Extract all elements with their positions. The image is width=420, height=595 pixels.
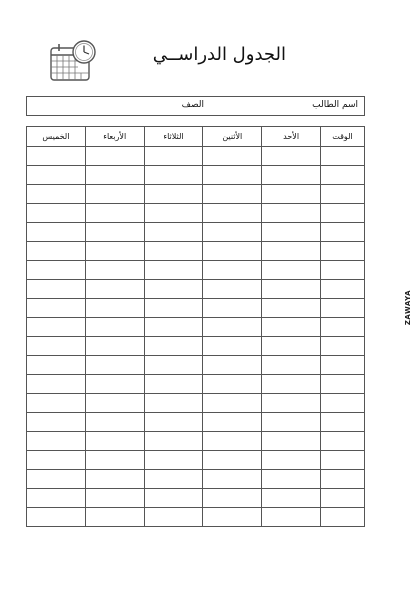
table-cell[interactable] [27,432,86,451]
table-cell[interactable] [203,470,262,489]
table-cell[interactable] [321,489,365,508]
table-row [27,280,365,299]
table-cell[interactable] [262,242,321,261]
table-cell[interactable] [144,185,203,204]
table-cell[interactable] [85,299,144,318]
table-row [27,413,365,432]
table-cell[interactable] [321,147,365,166]
table-cell[interactable] [321,413,365,432]
column-header-tuesday: الثلاثاء [144,127,203,147]
table-cell[interactable] [144,356,203,375]
table-cell[interactable] [321,451,365,470]
student-name-label: اسم الطالب [312,100,358,110]
table-cell[interactable] [321,394,365,413]
table-cell[interactable] [85,432,144,451]
table-cell[interactable] [27,470,86,489]
table-cell[interactable] [144,508,203,527]
table-cell[interactable] [85,394,144,413]
table-cell[interactable] [144,318,203,337]
table-cell[interactable] [144,337,203,356]
table-cell[interactable] [262,261,321,280]
table-row [27,451,365,470]
table-cell[interactable] [27,299,86,318]
table-cell[interactable] [85,204,144,223]
table-cell[interactable] [144,489,203,508]
table-cell[interactable] [262,204,321,223]
table-cell[interactable] [262,337,321,356]
table-cell[interactable] [27,223,86,242]
table-cell[interactable] [203,318,262,337]
table-cell[interactable] [27,261,86,280]
table-row [27,394,365,413]
table-cell[interactable] [27,375,86,394]
table-row [27,356,365,375]
table-row [27,204,365,223]
table-cell[interactable] [203,204,262,223]
table-cell[interactable] [203,489,262,508]
table-cell[interactable] [262,489,321,508]
table-cell[interactable] [144,375,203,394]
schedule-body [27,147,365,527]
table-cell[interactable] [85,261,144,280]
table-cell[interactable] [321,280,365,299]
table-cell[interactable] [203,242,262,261]
table-row [27,166,365,185]
column-header-sunday: الأحد [262,127,321,147]
table-cell[interactable] [144,451,203,470]
table-cell[interactable] [27,318,86,337]
table-cell[interactable] [262,299,321,318]
table-cell[interactable] [85,280,144,299]
table-cell[interactable] [203,299,262,318]
table-cell[interactable] [203,223,262,242]
table-cell[interactable] [203,166,262,185]
calendar-clock-icon [48,38,100,86]
table-cell[interactable] [321,508,365,527]
table-cell[interactable] [85,318,144,337]
table-cell[interactable] [262,166,321,185]
table-cell[interactable] [203,508,262,527]
class-label: الصف [181,100,204,110]
table-cell[interactable] [85,413,144,432]
table-cell[interactable] [144,394,203,413]
table-cell[interactable] [144,470,203,489]
table-cell[interactable] [262,470,321,489]
table-cell[interactable] [321,375,365,394]
table-cell[interactable] [27,166,86,185]
table-cell[interactable] [27,508,86,527]
table-cell[interactable] [262,356,321,375]
table-row [27,375,365,394]
table-cell[interactable] [321,166,365,185]
table-cell[interactable] [144,280,203,299]
table-header-row [27,127,365,147]
table-cell[interactable] [262,318,321,337]
table-cell[interactable] [321,299,365,318]
table-cell[interactable] [321,242,365,261]
table-cell[interactable] [321,261,365,280]
table-cell[interactable] [144,204,203,223]
table-cell[interactable] [85,242,144,261]
page-title: الجدول الدراســي [152,44,286,65]
column-header-wednesday: الأربعاء [85,127,144,147]
table-cell[interactable] [27,413,86,432]
table-cell[interactable] [27,185,86,204]
table-cell[interactable] [203,375,262,394]
table-cell[interactable] [262,147,321,166]
table-cell[interactable] [321,223,365,242]
table-row [27,261,365,280]
table-cell[interactable] [203,413,262,432]
table-cell[interactable] [27,489,86,508]
table-cell[interactable] [203,185,262,204]
table-cell[interactable] [27,280,86,299]
table-cell[interactable] [85,375,144,394]
table-row [27,185,365,204]
table-cell[interactable] [321,318,365,337]
table-cell[interactable] [144,223,203,242]
table-cell[interactable] [321,432,365,451]
table-cell[interactable] [144,299,203,318]
table-cell[interactable] [85,489,144,508]
table-cell[interactable] [262,432,321,451]
table-row [27,299,365,318]
table-cell[interactable] [203,147,262,166]
table-cell[interactable] [262,223,321,242]
table-cell[interactable] [321,337,365,356]
table-cell[interactable] [27,204,86,223]
table-row [27,470,365,489]
table-cell[interactable] [262,185,321,204]
table-cell[interactable] [27,337,86,356]
table-cell[interactable] [85,356,144,375]
table-cell[interactable] [144,147,203,166]
table-cell[interactable] [203,261,262,280]
table-row [27,242,365,261]
table-cell[interactable] [85,223,144,242]
table-cell[interactable] [203,356,262,375]
column-header-monday: الأثنين [203,127,262,147]
column-header-thursday: الخميس [27,127,86,147]
table-cell[interactable] [262,394,321,413]
table-row [27,223,365,242]
table-cell[interactable] [321,356,365,375]
table-cell[interactable] [85,451,144,470]
table-row [27,318,365,337]
table-cell[interactable] [27,394,86,413]
table-cell[interactable] [203,394,262,413]
table-row [27,432,365,451]
table-cell[interactable] [203,280,262,299]
table-cell[interactable] [85,166,144,185]
table-cell[interactable] [85,508,144,527]
table-cell[interactable] [144,166,203,185]
schedule-table [26,126,365,527]
table-cell[interactable] [27,242,86,261]
table-cell[interactable] [262,280,321,299]
table-cell[interactable] [262,413,321,432]
table-cell[interactable] [262,375,321,394]
table-cell[interactable] [27,356,86,375]
table-cell[interactable] [321,185,365,204]
table-cell[interactable] [203,451,262,470]
table-cell[interactable] [203,337,262,356]
table-row [27,508,365,527]
table-cell[interactable] [27,451,86,470]
table-row [27,337,365,356]
table-cell[interactable] [262,451,321,470]
table-cell[interactable] [321,204,365,223]
table-row [27,489,365,508]
table-cell[interactable] [85,147,144,166]
brand-logo: ZAWAYA [404,290,412,326]
table-cell[interactable] [144,432,203,451]
table-row [27,147,365,166]
column-header-time: الوقت [321,127,365,147]
student-info-box [26,96,365,116]
table-cell[interactable] [85,337,144,356]
table-cell[interactable] [203,432,262,451]
table-cell[interactable] [262,508,321,527]
table-cell[interactable] [144,413,203,432]
table-cell[interactable] [321,470,365,489]
table-cell[interactable] [85,185,144,204]
table-cell[interactable] [85,470,144,489]
table-cell[interactable] [144,261,203,280]
table-cell[interactable] [27,147,86,166]
table-cell[interactable] [144,242,203,261]
